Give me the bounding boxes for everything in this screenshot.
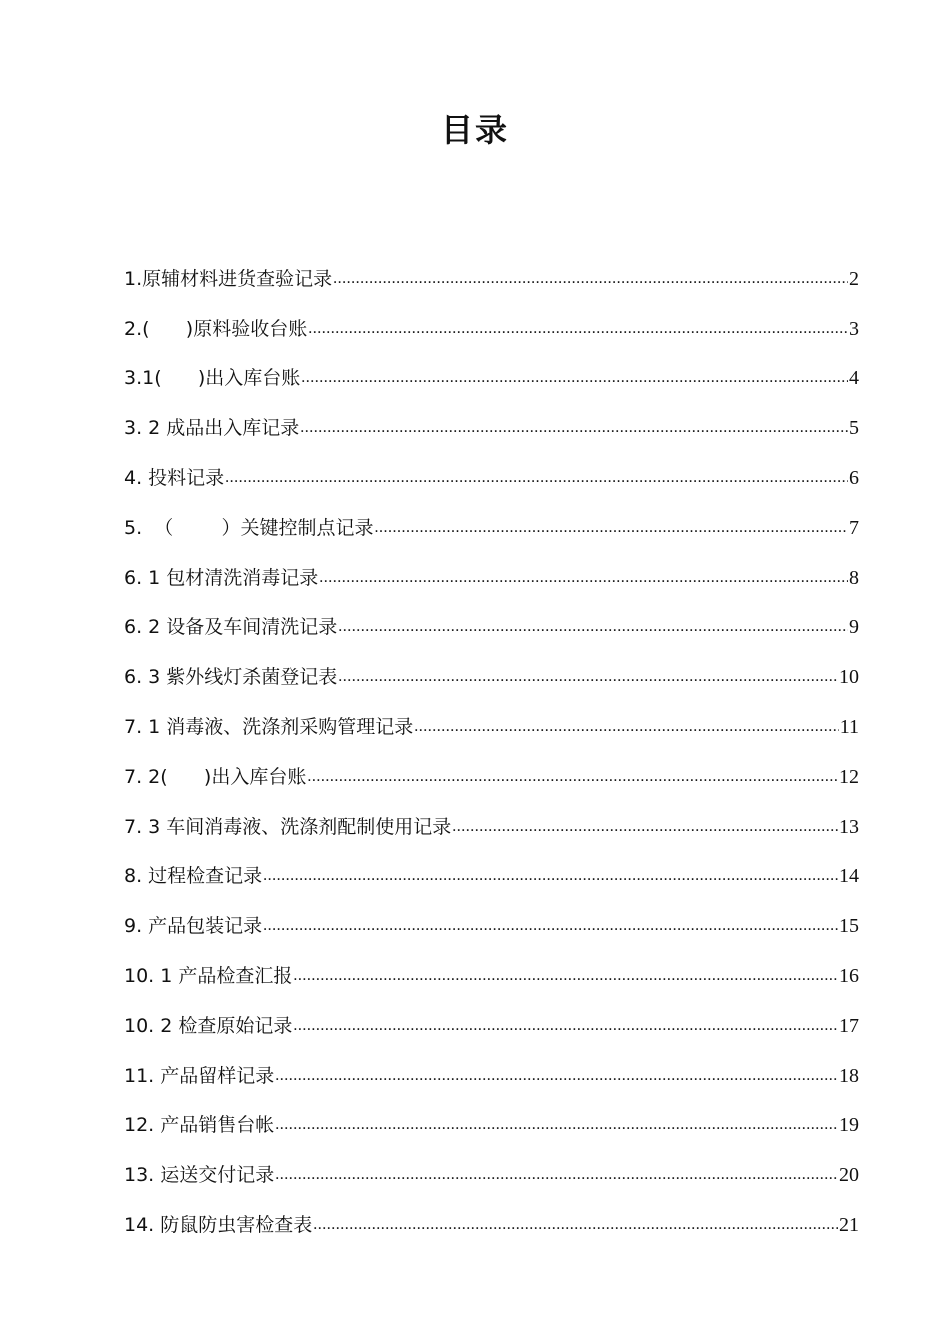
toc-entry-label: 14. 防鼠防虫害检查表: [124, 1213, 313, 1236]
toc-dot-leader: [263, 860, 838, 892]
toc-list: [124, 245, 859, 1241]
toc-entry-label: 9. 产品包装记录: [124, 915, 263, 938]
toc-dot-leader: [300, 412, 848, 444]
toc-entry[interactable]: [124, 793, 859, 843]
toc-dot-leader: [275, 1109, 838, 1141]
toc-entry-page-number: 16: [839, 964, 859, 987]
toc-entry-page-number: 13: [839, 815, 859, 838]
toc-entry-page-number: 2: [849, 267, 859, 290]
toc-entry-page-number: 4: [849, 367, 859, 390]
toc-entry[interactable]: [124, 643, 859, 693]
toc-entry-label: 6. 2 设备及车间清洗记录: [124, 616, 338, 639]
toc-dot-leader: [275, 1060, 838, 1092]
toc-dot-leader: [319, 562, 848, 594]
toc-entry[interactable]: [124, 444, 859, 494]
toc-entry-page-number: 21: [839, 1213, 859, 1236]
toc-dot-leader: [333, 263, 848, 295]
toc-dot-leader: [414, 711, 838, 743]
toc-entry[interactable]: [124, 295, 859, 345]
toc-entry-page-number: 10: [839, 666, 859, 689]
toc-dot-leader: [338, 661, 838, 693]
toc-entry-label: 8. 过程检查记录: [124, 865, 263, 888]
toc-dot-leader: [275, 1159, 838, 1191]
toc-dot-leader: [338, 611, 848, 643]
toc-entry[interactable]: [124, 892, 859, 942]
toc-dot-leader: [375, 512, 848, 544]
toc-entry-label: 7. 2( )出入库台账: [124, 765, 307, 788]
toc-entry-page-number: 5: [849, 417, 859, 440]
toc-entry-page-number: 8: [849, 566, 859, 589]
toc-entry-label: 3. 2 成品出入库记录: [124, 417, 300, 440]
toc-dot-leader: [225, 462, 848, 494]
toc-entry-page-number: 15: [839, 915, 859, 938]
toc-entry[interactable]: [124, 544, 859, 594]
toc-entry-label: 5. （ ）关键控制点记录: [124, 516, 374, 539]
toc-entry-page-number: 19: [839, 1114, 859, 1137]
toc-entry[interactable]: [124, 992, 859, 1042]
toc-entry-page-number: 17: [839, 1014, 859, 1037]
toc-entry-label: 6. 3 紫外线灯杀菌登记表: [124, 666, 338, 689]
toc-entry[interactable]: [124, 1092, 859, 1142]
toc-entry-label: 10. 2 检查原始记录: [124, 1014, 293, 1037]
toc-entry[interactable]: [124, 594, 859, 644]
toc-entry-page-number: 7: [849, 516, 859, 539]
toc-entry[interactable]: [124, 1141, 859, 1191]
toc-entry-page-number: 6: [849, 466, 859, 489]
toc-entry[interactable]: [124, 494, 859, 544]
toc-dot-leader: [263, 910, 838, 942]
toc-entry[interactable]: [124, 942, 859, 992]
toc-entry-page-number: 9: [849, 616, 859, 639]
toc-entry[interactable]: [124, 245, 859, 295]
toc-dot-leader: [293, 1010, 838, 1042]
toc-entry-page-number: 14: [839, 865, 859, 888]
toc-entry-label: 3.1( )出入库台账: [124, 367, 301, 390]
toc-entry[interactable]: [124, 1191, 859, 1241]
toc-entry[interactable]: [124, 693, 859, 743]
toc-entry[interactable]: [124, 1042, 859, 1092]
toc-dot-leader: [452, 811, 838, 843]
toc-dot-leader: [301, 362, 848, 394]
toc-entry[interactable]: [124, 394, 859, 444]
toc-entry-label: 6. 1 包材清洗消毒记录: [124, 566, 319, 589]
toc-entry-label: 7. 3 车间消毒液、洗涤剂配制使用记录: [124, 815, 452, 838]
toc-entry-page-number: 12: [839, 765, 859, 788]
toc-entry-label: 11. 产品留样记录: [124, 1064, 275, 1087]
page-title: 目录: [440, 111, 509, 149]
toc-entry-label: 10. 1 产品检查汇报: [124, 964, 293, 987]
toc-entry-label: 2.( )原料验收台账: [124, 317, 308, 340]
toc-entry-page-number: 20: [839, 1164, 859, 1187]
toc-entry-label: 1.原辅材料进货查验记录: [124, 267, 333, 290]
toc-entry-label: 4. 投料记录: [124, 466, 225, 489]
toc-entry[interactable]: [124, 743, 859, 793]
toc-dot-leader: [308, 313, 848, 345]
toc-entry[interactable]: [124, 843, 859, 893]
toc-entry-label: 13. 运送交付记录: [124, 1164, 275, 1187]
toc-dot-leader: [307, 761, 838, 793]
toc-entry[interactable]: [124, 345, 859, 395]
toc-dot-leader: [293, 960, 838, 992]
toc-entry-page-number: 3: [849, 317, 859, 340]
toc-dot-leader: [313, 1209, 838, 1241]
toc-entry-label: 12. 产品销售台帐: [124, 1114, 275, 1137]
toc-entry-label: 7. 1 消毒液、洗涤剂采购管理记录: [124, 715, 414, 738]
toc-entry-page-number: 18: [839, 1064, 859, 1087]
toc-entry-page-number: 11: [839, 715, 859, 738]
